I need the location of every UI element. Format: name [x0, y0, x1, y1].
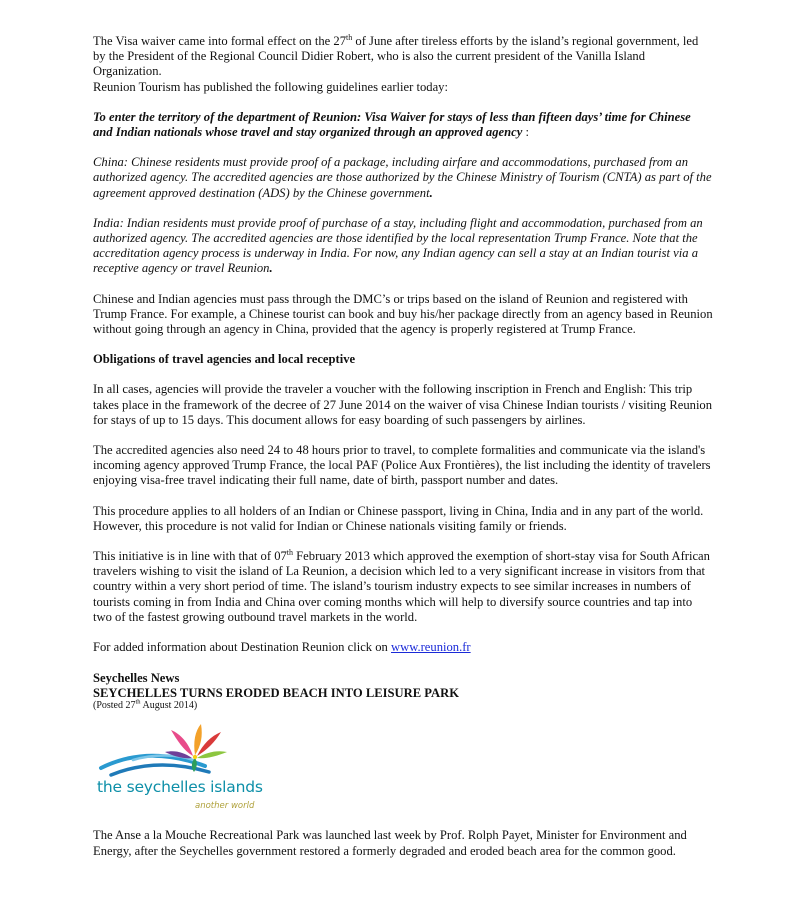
initiative-paragraph: This initiative is in line with that of 07th February 2013 which approved the exemption of short-stay visa for South African travelers wishing to visit the island of La Reunion, a decision which led to a very significant increase in visitors from that country within a very short period of time. The island’s tourism industry expects to see similar increases in numbers of tourists coming in from India and China over coming months which will help to diversify source countries and tap into two of the fastest growing outbound travel markets in the world.	[93, 547, 710, 624]
logo-wordmark: the seychelles islands	[97, 778, 263, 797]
china-paragraph: China: Chinese residents must provide proof of a package, including airfare and accommodations, purchased from an authorized agency. The accredited agencies are those authorized by the Chinese Ministry of Tourism (CNTA) as part of the agreement approved destination (ADS) by the Chinese government.	[93, 155, 712, 200]
guidelines-heading: To enter the territory of the department of Reunion: Visa Waiver for stays of less than fifteen days’ time for Chinese and Indian nationals whose travel and stay organized through an approved agency :	[93, 109, 691, 140]
logo-tagline: another world	[195, 801, 255, 812]
seychelles-logo	[93, 722, 263, 820]
posted-date: (Posted 27th August 2014)	[93, 698, 198, 712]
obligations-heading: Obligations of travel agencies and local receptive	[93, 352, 356, 367]
accredited-agencies-paragraph: The accredited agencies also need 24 to 48 hours prior to travel, to complete formalities and communicate via the island's incoming agency approved Trump France, the local PAF (Police Aux Frontières), the list including the identity of travelers enjoying visa-free travel indicating their full name, date of birth, passport number and dates.	[93, 443, 711, 488]
news-source: Seychelles News	[93, 671, 180, 686]
india-paragraph: India: Indian residents must provide proof of purchase of a stay, including flight and accommodation, purchased from an authorized agency. The accredited agencies are those identified by the local representation Trump France. Note that the accreditation agency process is underway in India. For now, any Indian agency can sell a stay at an Indian tourist via a receptive agency or travel Reunion.	[93, 215, 703, 276]
seychelles-flower-icon	[93, 722, 243, 782]
news-body-paragraph: The Anse a la Mouche Recreational Park was launched last week by Prof. Rolph Payet, Minister for Environment and Energy, after the Seychelles government restored a formerly degraded and eroded beach area for the common good.	[93, 828, 687, 858]
news-headline: SEYCHELLES TURNS ERODED BEACH INTO LEISURE PARK	[93, 685, 460, 700]
dmc-paragraph: Chinese and Indian agencies must pass through the DMC’s or trips based on the island of Reunion and registered with Trump France. For example, a Chinese tourist can book and buy his/her package directly from an agency based in Reunion without going through an agency in China, provided that the agency is properly registered at Trump France.	[93, 291, 713, 337]
news-header	[93, 671, 713, 700]
voucher-paragraph: In all cases, agencies will provide the traveler a voucher with the following inscription in French and English: This trip takes place in the framework of the decree of 27 June 2014 on the waiver of visa Chinese Indian tourists / visiting Reunion for stays of up to 15 days. This document allows for easy boarding of such passengers by airlines.	[93, 382, 713, 427]
reunion-website-link[interactable]: www.reunion.fr	[391, 640, 471, 655]
intro-paragraph: The Visa waiver came into formal effect on the 27th of June after tireless efforts by the island’s regional government, led by the President of the Regional Council Didier Robert, who is also the current president of the Vanilla Island Organization.	[93, 32, 699, 79]
intro-guidelines-line: Reunion Tourism has published the following guidelines earlier today:	[93, 79, 448, 94]
more-info-paragraph: For added information about Destination Reunion click on www.reunion.fr	[93, 640, 471, 655]
document-page	[93, 34, 713, 859]
procedure-paragraph: This procedure applies to all holders of an Indian or Chinese passport, living in China, India and in any part of the world. However, this procedure is not valid for Indian or Chinese nationals visiting family or friends.	[93, 503, 704, 533]
